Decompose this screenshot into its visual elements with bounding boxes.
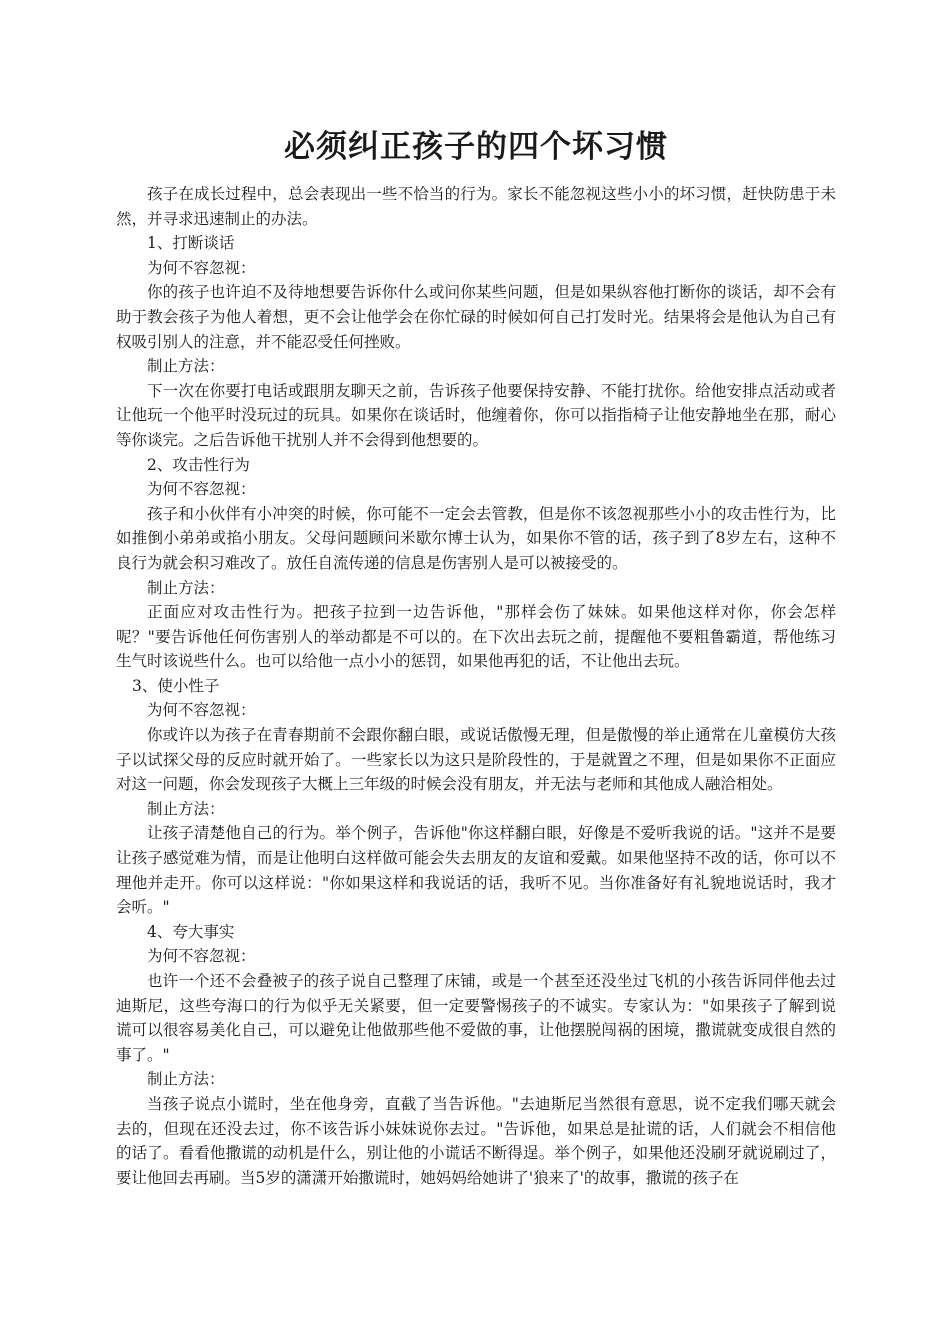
paragraph: 为何不容忽视：	[147, 947, 256, 966]
paragraph: 1、打断谈话	[147, 234, 235, 253]
paragraph: 为何不容忽视：	[147, 480, 256, 499]
paragraph: 让孩子清楚他自己的行为。举个例子，告诉他"你这样翻白眼，好像是不爱听我说的话。"这并不是要让孩子感觉难为情，而是让他明白这样做可能会失去朋友的友谊和爱戴。如果他坚持不改的话，你可以不理他并走开。你可以这样说："你如果这样和我说话的话，我听不见。当你准备好有礼貌地说话时，我才会听。"	[116, 824, 836, 917]
paragraph: 你的孩子也许迫不及待地想要告诉你什么或问你某些问题，但是如果纵容他打断你的谈话，却不会有助于教会孩子为他人着想，更不会让他学会在你忙碌的时候如何自己打发时光。结果将会是他认为自己有权吸引别人的注意，并不能忍受任何挫败。	[116, 283, 836, 351]
paragraph: 你或许以为孩子在青春期前不会跟你翻白眼，或说话傲慢无理，但是傲慢的举止通常在儿童模仿大孩子以试探父母的反应时就开始了。一些家长以为这只是阶段性的，于是就置之不理，但是如果你不正面应对这一问题，你会发现孩子大概上三年级的时候会没有朋友，并无法与老师和其他成人融洽相处。	[116, 726, 836, 794]
paragraph: 3、使小性子	[132, 676, 220, 695]
paragraph: 制止方法：	[147, 578, 225, 597]
paragraph: 下一次在你要打电话或跟朋友聊天之前，告诉孩子他要保持安静、不能打扰你。给他安排点活动或者让他玩一个他平时没玩过的玩具。如果你在谈话时，他缠着你，你可以指指椅子让他安静地坐在那，耐心等你谈完。之后告诉他干扰别人并不会得到他想要的。	[116, 381, 836, 449]
paragraph: 2、攻击性行为	[147, 455, 250, 474]
paragraph: 当孩子说点小谎时，坐在他身旁，直截了当告诉他。"去迪斯尼当然很有意思，说不定我们哪天就会去的，但现在还没去过，你不该告诉小妹妹说你去过。"告诉他，如果总是扯谎的话，人们就会不相信他的话了。看看他撒谎的动机是什么，别让他的小谎话不断得逞。举个例子，如果他还没刷牙就说刷过了，要让他回去再刷。当5岁的潇潇开始撒谎时，她妈妈给她讲了'狼来了'的故事，撒谎的孩子在	[116, 1094, 836, 1187]
document-title: 必须纠正孩子的四个坏习惯	[284, 129, 668, 165]
paragraph: 为何不容忽视：	[147, 701, 256, 720]
paragraph: 正面应对攻击性行为。把孩子拉到一边告诉他，"那样会伤了妹妹。如果他这样对你，你会怎样呢？"要告诉他任何伤害别人的举动都是不可以的。在下次出去玩之前，提醒他不要粗鲁霸道，帮他练习生气时该说些什么。也可以给他一点小小的惩罚，如果他再犯的话，不让他出去玩。	[116, 603, 836, 671]
paragraph: 孩子在成长过程中，总会表现出一些不恰当的行为。家长不能忽视这些小小的坏习惯，赶快防患于未然，并寻求迅速制止的办法。	[116, 185, 836, 228]
paragraph: 制止方法：	[147, 1070, 225, 1089]
paragraph: 制止方法：	[147, 799, 225, 818]
paragraph: 孩子和小伙伴有小冲突的时候，你可能不一定会去管教，但是你不该忽视那些小小的攻击性行为，比如推倒小弟弟或掐小朋友。父母问题顾问米歇尔博士认为，如果你不管的话，孩子到了8岁左右，这种不良行为就会积习难改了。放任自流传递的信息是伤害别人是可以被接受的。	[116, 504, 836, 572]
paragraph: 制止方法：	[147, 357, 225, 376]
paragraph: 4、夸大事实	[147, 922, 235, 941]
paragraph: 为何不容忽视：	[147, 258, 256, 277]
document-body	[116, 182, 836, 1190]
paragraph: 也许一个还不会叠被子的孩子说自己整理了床铺，或是一个甚至还没坐过飞机的小孩告诉同伴他去过迪斯尼，这些夸海口的行为似乎无关紧要，但一定要警惕孩子的不诚实。专家认为："如果孩子了解到说谎可以很容易美化自己，可以避免让他做那些他不爱做的事，让他摆脱闯祸的困境，撒谎就变成很自然的事了。"	[116, 972, 836, 1064]
